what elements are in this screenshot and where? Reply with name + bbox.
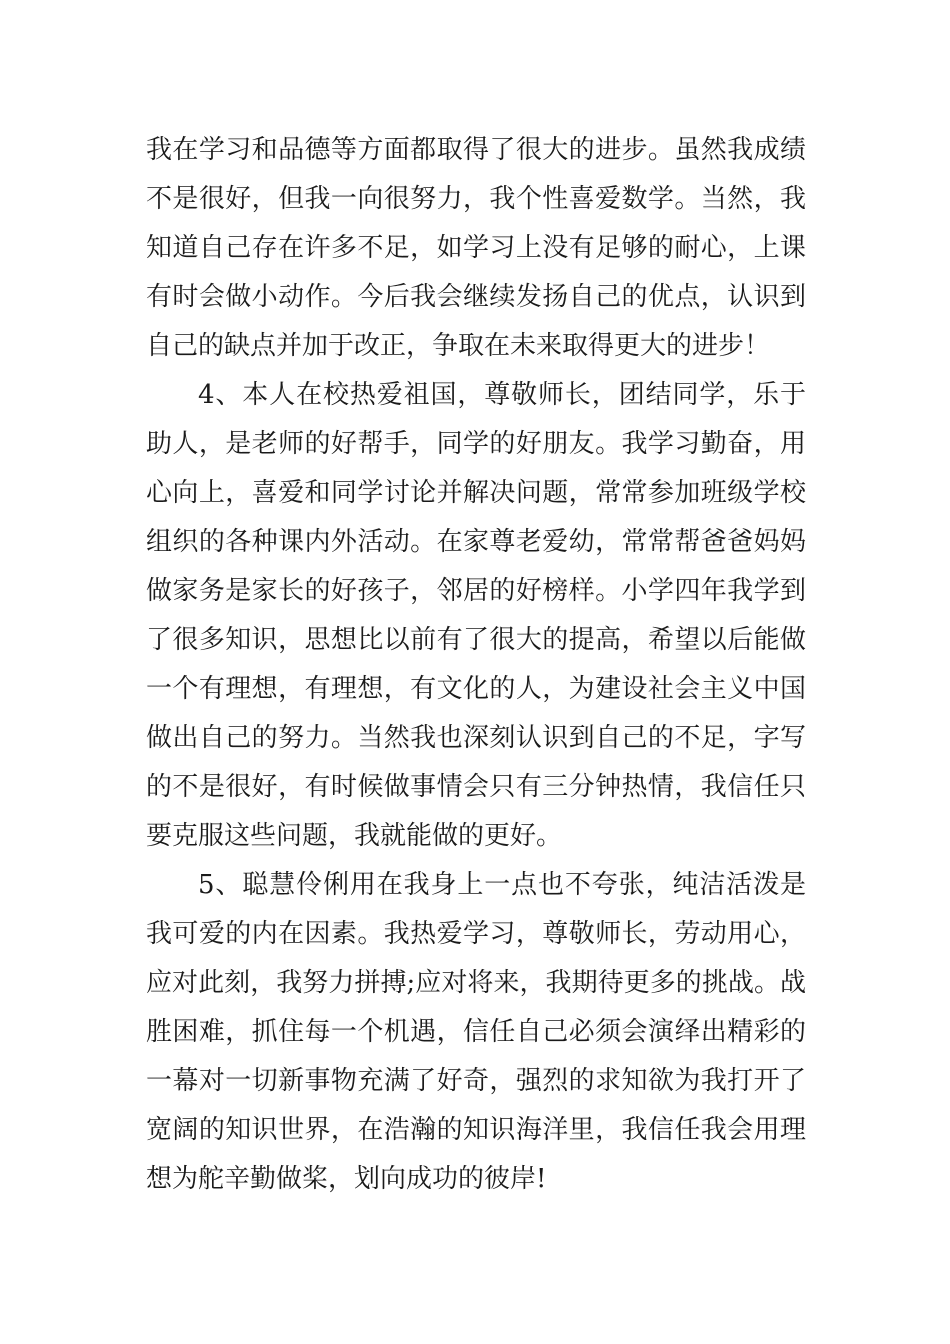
paragraph-item-4: 4、本人在校热爱祖国，尊敬师长，团结同学，乐于助人，是老师的好帮手，同学的好朋友。我学习勤奋，用心向上，喜爱和同学讨论并解决问题，常常参加班级学校组织的各种课内外活动。在家尊老爱幼，常常帮爸爸妈妈做家务是家长的好孩子，邻居的好榜样。小学四年我学到了很多知识，思想比以前有了很大的提高，希望以后能做一个有理想，有理想，有文化的人，为建设社会主义中国做出自己的努力。当然我也深刻认识到自己的不足，字写的不是很好，有时候做事情会只有三分钟热情，我信任只要克服这些问题，我就能做的更好。 <box>146 380 806 851</box>
paragraph-continuation: 我在学习和品德等方面都取得了很大的进步。虽然我成绩不是很好，但我一向很努力，我个性喜爱数学。当然，我知道自己存在许多不足，如学习上没有足够的耐心，上课有时会做小动作。今后我会继续发扬自己的优点，认识到自己的缺点并加于改正，争取在未来取得更大的进步！ <box>146 135 806 361</box>
document-body <box>146 126 806 1204</box>
paragraph-item-5: 5、聪慧伶俐用在我身上一点也不夸张，纯洁活泼是我可爱的内在因素。我热爱学习，尊敬师长，劳动用心，应对此刻，我努力拼搏;应对将来，我期待更多的挑战。战胜困难，抓住每一个机遇，信任自己必须会演绎出精彩的一幕对一切新事物充满了好奇，强烈的求知欲为我打开了宽阔的知识世界，在浩瀚的知识海洋里，我信任我会用理想为舵辛勤做桨，划向成功的彼岸! <box>146 870 806 1194</box>
